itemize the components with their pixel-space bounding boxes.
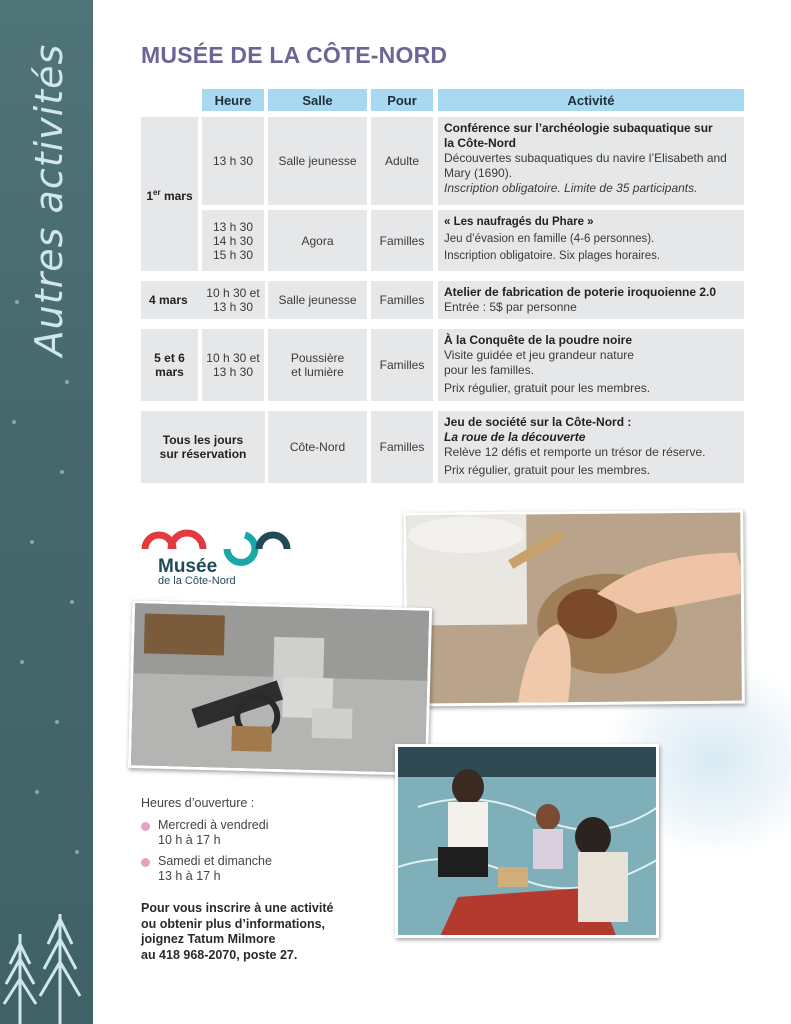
trees-icon: [0, 904, 93, 1024]
activity-note: Inscription obligatoire. Limite de 35 participants.: [444, 181, 698, 195]
decor-speck: [60, 470, 64, 474]
hours-title: Heures d’ouverture :: [141, 796, 255, 810]
hours-item: [141, 818, 272, 848]
activity-cell: [438, 411, 744, 483]
hours-time: 13 h à 17 h: [158, 869, 221, 883]
contact-line: ou obtenir plus d’informations,: [141, 916, 326, 931]
decor-speck: [35, 790, 39, 794]
hours-days: Samedi et dimanche: [158, 854, 272, 868]
room-cell: Agora: [268, 210, 367, 271]
activity-cell: [438, 281, 744, 319]
hours-days: Mercredi à vendredi: [158, 818, 269, 832]
activity-cell: [438, 117, 744, 205]
decor-speck: [65, 380, 69, 384]
activity-title: Jeu de société sur la Côte-Nord :: [444, 415, 632, 429]
header-pour: Pour: [371, 89, 433, 111]
activity-description: Visite guidée et jeu grandeur nature pour les familles.: [444, 348, 634, 377]
activity-title: Atelier de fabrication de poterie iroquoienne 2.0: [444, 285, 717, 299]
contact-line: joignez Tatum Milmore: [141, 932, 276, 946]
hours-item: [141, 854, 272, 884]
room-cell: Poussière et lumière: [268, 329, 367, 401]
date-label: 1er mars: [146, 187, 193, 203]
time-cell: 10 h 30 et 13 h 30: [202, 329, 264, 401]
activity-description: Relève 12 défis et remporte un trésor de réserve.: [444, 445, 706, 459]
activity-description: Découvertes subaquatiques du navire l’Elisabeth and Mary (1690).: [444, 151, 727, 180]
activity-note: Inscription obligatoire. Six plages horaires.: [444, 250, 661, 262]
activity-description: Jeu d’évasion en famille (4-6 personnes).: [444, 233, 655, 245]
audience-cell: Familles: [371, 281, 433, 319]
logo-name: Musée: [158, 556, 218, 577]
header-heure: Heure: [202, 89, 264, 111]
time-cell: 13 h 30: [202, 117, 264, 205]
contact-line: Pour vous inscrire à une activité: [141, 901, 334, 915]
date-cell: [141, 117, 198, 271]
decor-speck: [30, 540, 34, 544]
audience-cell: Familles: [371, 210, 433, 271]
activity-description: Entrée : 5$ par personne: [444, 300, 577, 314]
activity-cell: [438, 329, 744, 401]
activity-cell: [438, 210, 744, 271]
header-salle: Salle: [268, 89, 367, 111]
hours-time: 10 h à 17 h: [158, 833, 221, 847]
cannon-photo: [128, 600, 432, 776]
activity-subtitle: La roue de la découverte: [444, 430, 586, 444]
decor-speck: [20, 660, 24, 664]
date-cell: Tous les jours sur réservation: [141, 411, 265, 483]
logo-subtitle: de la Côte-Nord: [158, 575, 236, 587]
family-photo: [395, 744, 659, 938]
time-cell: 13 h 30 14 h 30 15 h 30: [202, 210, 264, 271]
pottery-photo: [403, 510, 745, 707]
room-cell: Salle jeunesse: [268, 117, 367, 205]
decor-speck: [70, 600, 74, 604]
room-cell: Salle jeunesse: [268, 281, 367, 319]
header-activite: Activité: [438, 89, 744, 111]
date-cell: 5 et 6 mars: [141, 329, 198, 401]
contact-phone: au 418 968-2070, poste 27.: [141, 947, 298, 962]
side-band: [0, 0, 93, 1024]
audience-cell: Familles: [371, 411, 433, 483]
activity-note: Prix régulier, gratuit pour les membres.: [444, 463, 651, 477]
contact-info: [141, 901, 381, 963]
page-title: MUSÉE DE LA CÔTE-NORD: [141, 42, 448, 68]
time-cell: 10 h 30 et 13 h 30: [202, 281, 264, 319]
opening-hours: [141, 796, 272, 890]
decor-speck: [75, 850, 79, 854]
audience-cell: Adulte: [371, 117, 433, 205]
room-cell: Côte-Nord: [268, 411, 367, 483]
sidebar-title: Autres activités: [27, 43, 71, 357]
decor-speck: [12, 420, 16, 424]
decor-speck: [55, 720, 59, 724]
activity-title: « Les naufragés du Phare »: [444, 216, 594, 228]
audience-cell: Familles: [371, 329, 433, 401]
activity-title: Conférence sur l’archéologie subaquatique sur la Côte-Nord: [444, 121, 713, 150]
date-cell: 4 mars: [141, 281, 265, 319]
activity-note: Prix régulier, gratuit pour les membres.: [444, 381, 651, 395]
activity-title: À la Conquête de la poudre noire: [444, 333, 633, 347]
